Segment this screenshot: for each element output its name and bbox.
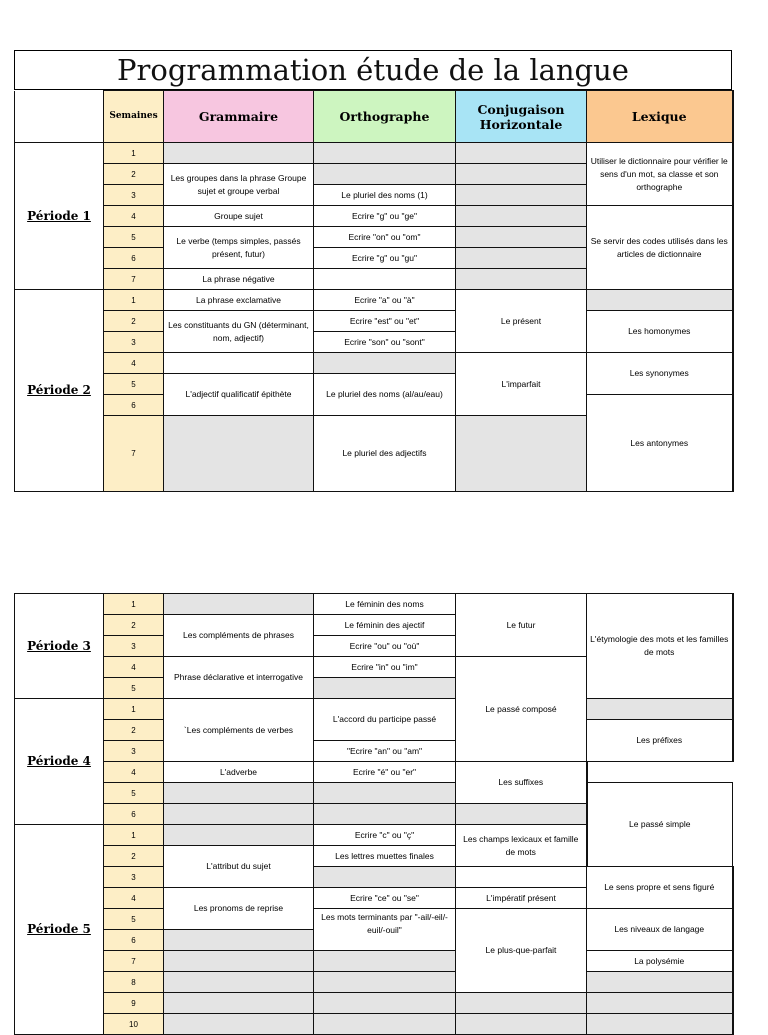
week-number: 6	[104, 930, 164, 951]
spelling-cell: Le pluriel des adjectifs	[314, 416, 456, 492]
header-grammaire: Grammaire	[164, 91, 314, 143]
conjugation-empty-cell	[456, 993, 587, 1014]
week-number: 6	[104, 804, 164, 825]
grammar-cell: Les compléments de phrases	[164, 615, 314, 657]
week-number: 6	[104, 248, 164, 269]
conjugation-cell: Le passé simple	[587, 783, 733, 867]
grammar-cell: `Les compléments de verbes	[164, 699, 314, 762]
conjugation-empty-cell	[456, 206, 587, 227]
lexique-empty-cell	[587, 1014, 733, 1035]
week-number: 4	[104, 762, 164, 783]
spelling-cell: "Ecrire "an" ou "am"	[314, 741, 456, 762]
week-number: 1	[104, 290, 164, 311]
spelling-cell: Le pluriel des noms (al/au/eau)	[314, 374, 456, 416]
header-blank	[15, 91, 104, 143]
spelling-empty-cell	[314, 867, 456, 888]
period-1-label: Période 1	[15, 143, 104, 290]
week-number: 4	[104, 657, 164, 678]
spelling-cell: Ecrire "in" ou "im"	[314, 657, 456, 678]
lexique-cell: Les synonymes	[587, 353, 733, 395]
grammar-empty-cell	[164, 594, 314, 615]
lexique-empty-cell	[456, 804, 587, 825]
spelling-cell: Les mots terminants par "-ail/-eil/-euil/-ouil"	[314, 909, 456, 951]
spelling-cell: Le féminin des noms	[314, 594, 456, 615]
spelling-cell: Les lettres muettes finales	[314, 846, 456, 867]
grammar-empty-cell	[164, 993, 314, 1014]
week-number: 2	[104, 164, 164, 185]
period-2-label: Période 2	[15, 290, 104, 492]
spelling-empty-cell	[314, 678, 456, 699]
week-number: 2	[104, 720, 164, 741]
lexique-cell: Les antonymes	[587, 395, 733, 492]
conjugation-cell: Le plus-que-parfait	[456, 909, 587, 993]
period-4-label: Période 4	[15, 699, 104, 825]
grammar-cell: Les pronoms de reprise	[164, 888, 314, 930]
week-number: 1	[104, 825, 164, 846]
page-title: Programmation étude de la langue	[14, 50, 732, 90]
week-number: 3	[104, 185, 164, 206]
conjugation-cell: Le passé composé	[456, 657, 587, 762]
spelling-cell: Ecrire "ce" ou "se"	[314, 888, 456, 909]
grammar-cell: Phrase déclarative et interrogative	[164, 657, 314, 699]
week-number: 5	[104, 227, 164, 248]
grammar-cell: Groupe sujet	[164, 206, 314, 227]
conjugation-cell: Le futur	[456, 594, 587, 657]
grammar-cell: L'adverbe	[164, 762, 314, 783]
lexique-empty-cell	[587, 290, 733, 311]
spelling-cell: Ecrire "g" ou "gu"	[314, 248, 456, 269]
spelling-cell: Ecrire "g" ou "ge"	[314, 206, 456, 227]
period-5-label: Période 5	[15, 825, 104, 1035]
week-number: 2	[104, 846, 164, 867]
spelling-empty-cell	[314, 353, 456, 374]
lexique-cell: Les préfixes	[587, 720, 733, 762]
week-number: 9	[104, 993, 164, 1014]
week-number: 4	[104, 888, 164, 909]
lexique-empty-cell	[587, 993, 733, 1014]
conjugation-empty-cell	[456, 248, 587, 269]
conjugation-empty-cell	[456, 1014, 587, 1035]
week-number: 1	[104, 594, 164, 615]
lexique-empty-cell	[587, 699, 733, 720]
week-number: 1	[104, 699, 164, 720]
conjugation-empty-cell	[456, 227, 587, 248]
spelling-cell: Ecrire "c" ou "ç"	[314, 825, 456, 846]
spelling-empty-cell	[314, 783, 456, 804]
spelling-empty-cell	[314, 804, 456, 825]
header-orthographe: Orthographe	[314, 91, 456, 143]
spelling-empty-cell	[314, 972, 456, 993]
conjugation-cell: L'impératif présent	[456, 888, 587, 909]
conjugation-empty-cell	[456, 143, 587, 164]
lexique-cell: Utiliser le dictionnaire pour vérifier le sens d'un mot, sa classe et son orthographe	[587, 143, 733, 206]
grammar-cell: Les constituants du GN (déterminant, nom, adjectif)	[164, 311, 314, 353]
spelling-empty-cell	[314, 143, 456, 164]
grammar-empty-cell	[164, 951, 314, 972]
week-number: 5	[104, 678, 164, 699]
grammar-cell: La phrase négative	[164, 269, 314, 290]
spelling-empty-cell	[314, 993, 456, 1014]
week-number: 7	[104, 269, 164, 290]
week-number: 7	[104, 951, 164, 972]
grammar-empty-cell	[164, 930, 314, 951]
grammar-empty-cell	[164, 1014, 314, 1035]
week-number: 3	[104, 636, 164, 657]
spelling-empty-cell	[314, 164, 456, 185]
week-number: 5	[104, 374, 164, 395]
conjugation-cell: Le présent	[456, 290, 587, 353]
grammar-empty-cell	[164, 804, 314, 825]
week-number: 3	[104, 867, 164, 888]
spelling-cell: Ecrire "son" ou "sont"	[314, 332, 456, 353]
grammar-empty-cell	[164, 143, 314, 164]
conjugation-empty-cell	[456, 867, 587, 888]
conjugation-empty-cell	[456, 269, 587, 290]
period-3-label: Période 3	[15, 594, 104, 699]
lexique-cell: La polysémie	[587, 951, 733, 972]
programme-table-periods-3-5	[14, 593, 734, 1035]
programme-table-periods-1-2	[14, 90, 734, 492]
lexique-cell: Se servir des codes utilisés dans les articles de dictionnaire	[587, 206, 733, 290]
spelling-cell: L'accord du participe passé	[314, 699, 456, 741]
grammar-empty-cell	[164, 783, 314, 804]
spelling-empty-cell	[314, 951, 456, 972]
spelling-cell: Ecrire "é" ou "er"	[314, 762, 456, 783]
spelling-cell: Ecrire "on" ou "om"	[314, 227, 456, 248]
header-row	[15, 91, 733, 143]
week-number: 3	[104, 741, 164, 762]
conjugation-empty-cell	[456, 416, 587, 492]
week-number: 2	[104, 615, 164, 636]
spelling-cell: Le pluriel des noms (1)	[314, 185, 456, 206]
lexique-cell: Les champs lexicaux et famille de mots	[456, 825, 587, 867]
spelling-empty-cell	[314, 269, 456, 290]
week-number: 4	[104, 353, 164, 374]
grammar-cell: L'attribut du sujet	[164, 846, 314, 888]
week-number: 7	[104, 416, 164, 492]
lexique-empty-cell	[587, 972, 733, 993]
week-number: 8	[104, 972, 164, 993]
conjugation-cell: L'imparfait	[456, 353, 587, 416]
week-number: 1	[104, 143, 164, 164]
week-number: 10	[104, 1014, 164, 1035]
spelling-cell: Ecrire "ou" ou "où"	[314, 636, 456, 657]
spelling-cell: Le féminin des ajectif	[314, 615, 456, 636]
spelling-cell: Ecrire "est" ou "et"	[314, 311, 456, 332]
grammar-cell: La phrase exclamative	[164, 290, 314, 311]
week-number: 5	[104, 909, 164, 930]
conjugation-empty-cell	[456, 185, 587, 206]
lexique-cell: Le sens propre et sens figuré	[587, 867, 733, 909]
header-conjugaison: Conjugaison Horizontale	[456, 91, 587, 143]
lexique-cell: Les niveaux de langage	[587, 909, 733, 951]
grammar-cell: Les groupes dans la phrase Groupe sujet et groupe verbal	[164, 164, 314, 206]
grammar-cell: Le verbe (temps simples, passés présent, futur)	[164, 227, 314, 269]
week-number: 6	[104, 395, 164, 416]
week-number: 2	[104, 311, 164, 332]
lexique-cell: Les suffixes	[456, 762, 587, 804]
grammar-empty-cell	[164, 972, 314, 993]
week-number: 4	[104, 206, 164, 227]
week-number: 5	[104, 783, 164, 804]
lexique-cell: Les homonymes	[587, 311, 733, 353]
header-lexique: Lexique	[587, 91, 733, 143]
header-semaines: Semaines	[104, 91, 164, 143]
spelling-cell: Ecrire "a" ou "à"	[314, 290, 456, 311]
conjugation-empty-cell	[456, 164, 587, 185]
grammar-empty-cell	[164, 416, 314, 492]
lexique-cell: L'étymologie des mots et les familles de mots	[587, 594, 733, 699]
week-number: 3	[104, 332, 164, 353]
grammar-empty-cell	[164, 353, 314, 374]
grammar-empty-cell	[164, 825, 314, 846]
spelling-empty-cell	[314, 1014, 456, 1035]
grammar-cell: L'adjectif qualificatif épithète	[164, 374, 314, 416]
